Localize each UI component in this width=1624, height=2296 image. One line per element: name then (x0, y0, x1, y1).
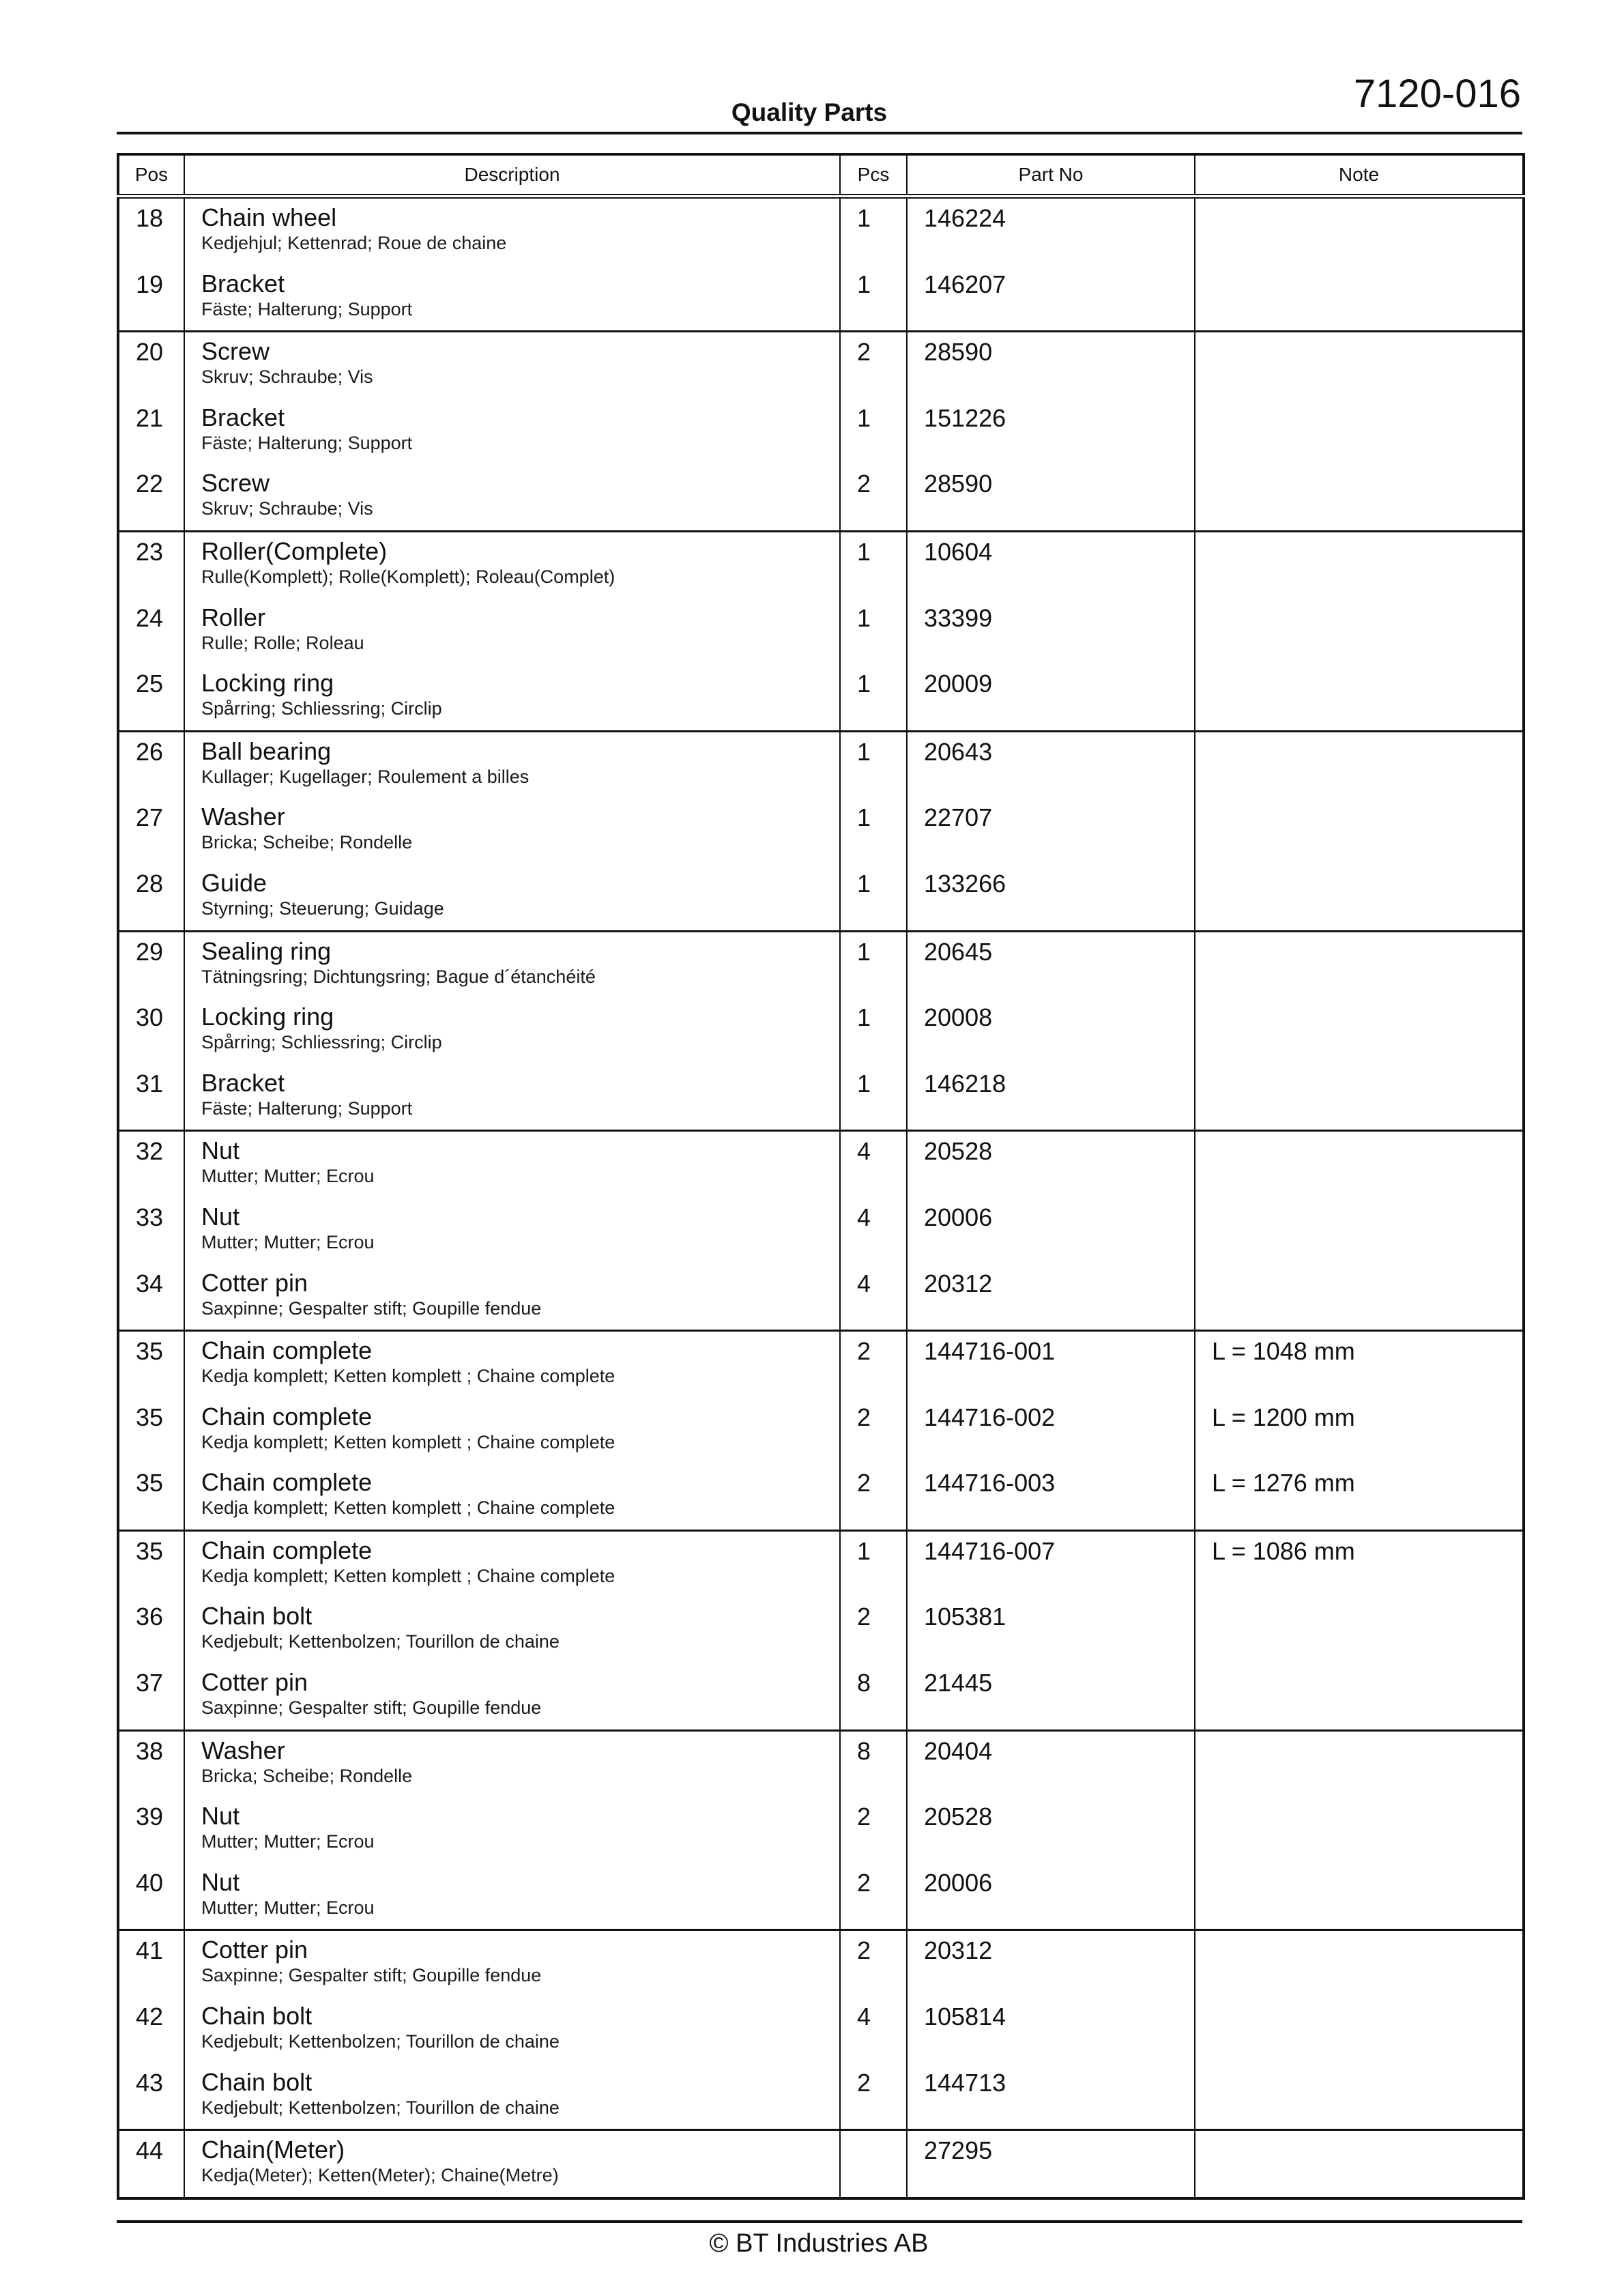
part-group (118, 531, 1524, 731)
part-number-cell: 27295 (907, 2130, 1195, 2198)
description-cell (184, 1797, 840, 1863)
table-header-row (118, 154, 1524, 197)
description-cell (184, 664, 840, 731)
part-name: Nut (201, 1867, 240, 1896)
note-cell (1195, 1663, 1524, 1730)
part-group (118, 2130, 1524, 2198)
part-translations: Kullager; Kugellager; Roulement a billes (201, 766, 530, 787)
part-translations: Kedjebult; Kettenbolzen; Tourillon de chaine (201, 1631, 560, 1652)
table-row (118, 2063, 1524, 2130)
part-translations: Mutter; Mutter; Ecrou (201, 1231, 375, 1252)
table-row (118, 1797, 1524, 1863)
part-number-cell: 20528 (907, 1131, 1195, 1198)
note-cell (1195, 2130, 1524, 2198)
description-cell (184, 864, 840, 931)
part-number-cell: 28590 (907, 332, 1195, 399)
part-translations: Mutter; Mutter; Ecrou (201, 1166, 375, 1187)
part-translations: Rulle; Rolle; Roleau (201, 632, 364, 653)
part-group (118, 1530, 1524, 1730)
part-translations: Bricka; Scheibe; Rondelle (201, 1765, 413, 1786)
note-cell (1195, 1797, 1524, 1863)
part-number-cell: 20009 (907, 664, 1195, 731)
pcs-cell (840, 2130, 907, 2198)
part-group (118, 332, 1524, 532)
note-cell (1195, 1264, 1524, 1331)
pcs-cell: 1 (840, 1530, 907, 1597)
description-cell (184, 1530, 840, 1597)
note-cell (1195, 599, 1524, 665)
description-cell (184, 2130, 840, 2198)
table-row (118, 265, 1524, 332)
pcs-cell: 2 (840, 332, 907, 399)
description-cell (184, 998, 840, 1064)
table-row (118, 464, 1524, 531)
description-cell (184, 1198, 840, 1264)
note-cell (1195, 265, 1524, 332)
pos-cell: 24 (136, 603, 164, 632)
part-number-cell: 144716-007 (907, 1530, 1195, 1597)
pcs-cell: 1 (840, 931, 907, 998)
pos-cell: 38 (136, 1736, 164, 1765)
part-name: Screw (201, 469, 270, 498)
pcs-cell: 8 (840, 1730, 907, 1797)
part-translations: Kedjebult; Kettenbolzen; Tourillon de chaine (201, 2097, 560, 2118)
part-name: Nut (201, 1202, 240, 1231)
part-translations: Saxpinne; Gespalter stift; Goupille fendue (201, 1697, 542, 1719)
note-cell (1195, 1064, 1524, 1131)
pos-cell: 35 (136, 1337, 164, 1366)
part-name: Chain complete (201, 1336, 373, 1365)
note-cell (1195, 464, 1524, 531)
table-row (118, 1331, 1524, 1398)
part-translations: Skruv; Schraube; Vis (201, 498, 373, 519)
pcs-cell: 1 (840, 998, 907, 1064)
note-cell (1195, 798, 1524, 864)
pos-cell: 35 (136, 1403, 164, 1431)
pcs-cell: 2 (840, 1797, 907, 1863)
part-translations: Mutter; Mutter; Ecrou (201, 1831, 375, 1852)
description-cell (184, 399, 840, 465)
pos-cell: 35 (136, 1536, 164, 1565)
pcs-cell: 4 (840, 1264, 907, 1331)
note-cell (1195, 1730, 1524, 1797)
table-row (118, 332, 1524, 399)
description-cell (184, 1064, 840, 1131)
table-row (118, 1997, 1524, 2063)
part-translations: Kedjehjul; Kettenrad; Roue de chaine (201, 233, 507, 253)
pcs-cell: 1 (840, 731, 907, 798)
note-cell (1195, 1131, 1524, 1198)
part-name: Chain bolt (201, 2002, 313, 2030)
part-group (118, 931, 1524, 1131)
pos-cell: 44 (136, 2136, 164, 2165)
part-name: Nut (201, 1136, 240, 1165)
part-name: Washer (201, 803, 285, 831)
part-number-cell: 133266 (907, 864, 1195, 931)
part-number-cell: 20312 (907, 1264, 1195, 1331)
note-cell: L = 1048 mm (1195, 1331, 1524, 1398)
part-name: Cotter pin (201, 1668, 308, 1697)
table-row (118, 1463, 1524, 1530)
part-name: Chain complete (201, 1536, 373, 1564)
description-cell (184, 1730, 840, 1797)
pos-cell: 36 (136, 1603, 164, 1631)
part-number-cell: 146207 (907, 265, 1195, 332)
pos-cell: 27 (136, 803, 164, 832)
part-name: Chain bolt (201, 2067, 313, 2096)
pcs-cell: 2 (840, 2063, 907, 2130)
note-cell (1195, 864, 1524, 931)
description-cell (184, 931, 840, 998)
part-translations: Tätningsring; Dichtungsring; Bague d´étanchéité (201, 966, 596, 987)
pos-cell: 43 (136, 2068, 164, 2097)
footer-copyright: © BT Industries AB (709, 2229, 929, 2258)
part-name: Ball bearing (201, 736, 332, 765)
pcs-cell: 1 (840, 531, 907, 598)
part-number-cell: 28590 (907, 464, 1195, 531)
document-number: 7120-016 (1353, 72, 1521, 116)
note-cell (1195, 1997, 1524, 2063)
part-number-cell: 105814 (907, 1997, 1195, 2063)
part-name: Locking ring (201, 1003, 334, 1031)
pcs-cell: 2 (840, 1930, 907, 1997)
part-number-cell: 20008 (907, 998, 1195, 1064)
part-number-cell: 146218 (907, 1064, 1195, 1131)
part-translations: Saxpinne; Gespalter stift; Goupille fendue (201, 1297, 542, 1319)
header-divider (117, 132, 1522, 134)
pcs-cell: 2 (840, 1331, 907, 1398)
part-number-cell: 20312 (907, 1930, 1195, 1997)
part-translations: Kedja komplett; Ketten komplett ; Chaine complete (201, 1565, 615, 1586)
part-number-cell: 144713 (907, 2063, 1195, 2130)
part-name: Locking ring (201, 669, 334, 698)
pos-cell: 40 (136, 1868, 164, 1897)
description-cell (184, 197, 840, 265)
part-translations: Kedja(Meter); Ketten(Meter); Chaine(Metre) (201, 2165, 559, 2186)
part-name: Chain complete (201, 1402, 373, 1431)
table-row (118, 2130, 1524, 2198)
table-row (118, 864, 1524, 931)
pos-cell: 28 (136, 869, 164, 898)
note-cell (1195, 931, 1524, 998)
part-number-cell: 33399 (907, 599, 1195, 665)
description-cell (184, 531, 840, 598)
description-cell (184, 731, 840, 798)
part-translations: Styrning; Steuerung; Guidage (201, 898, 444, 919)
table-row (118, 798, 1524, 864)
part-name: Roller(Complete) (201, 536, 388, 565)
pos-cell: 22 (136, 470, 164, 498)
description-cell (184, 1264, 840, 1331)
pos-cell: 35 (136, 1469, 164, 1497)
table-row (118, 1064, 1524, 1131)
part-name: Bracket (201, 403, 285, 431)
part-translations: Spårring; Schliessring; Circlip (201, 1032, 442, 1053)
part-number-cell: 105381 (907, 1597, 1195, 1663)
table-row (118, 931, 1524, 998)
part-name: Washer (201, 1736, 285, 1764)
part-translations: Fäste; Halterung; Support (201, 298, 413, 319)
description-cell (184, 1131, 840, 1198)
note-cell (1195, 664, 1524, 731)
pos-cell: 23 (136, 537, 164, 566)
note-cell: L = 1276 mm (1195, 1463, 1524, 1530)
description-cell (184, 599, 840, 665)
part-group (118, 1131, 1524, 1331)
part-group (118, 1331, 1524, 1531)
description-cell (184, 798, 840, 864)
note-cell (1195, 399, 1524, 465)
table-row (118, 399, 1524, 465)
part-number-cell: 20006 (907, 1863, 1195, 1930)
pcs-cell: 2 (840, 1863, 907, 1930)
pos-cell: 26 (136, 737, 164, 766)
table-row (118, 1663, 1524, 1730)
table-row (118, 664, 1524, 731)
column-header-pcs: Pcs (840, 154, 907, 197)
part-group (118, 1930, 1524, 2130)
pcs-cell: 2 (840, 1398, 907, 1464)
note-cell (1195, 197, 1524, 265)
part-number-cell: 20643 (907, 731, 1195, 798)
pos-cell: 19 (136, 270, 164, 298)
column-header-note: Note (1195, 154, 1524, 197)
part-number-cell: 20006 (907, 1198, 1195, 1264)
note-cell: L = 1086 mm (1195, 1530, 1524, 1597)
pos-cell: 29 (136, 937, 164, 966)
pos-cell: 31 (136, 1069, 164, 1097)
part-name: Screw (201, 337, 270, 366)
description-cell (184, 2063, 840, 2130)
pcs-cell: 1 (840, 1064, 907, 1131)
part-name: Chain wheel (201, 203, 337, 231)
pcs-cell: 2 (840, 1463, 907, 1530)
pos-cell: 42 (136, 2003, 164, 2031)
description-cell (184, 1331, 840, 1398)
pcs-cell: 1 (840, 399, 907, 465)
table-row (118, 531, 1524, 598)
description-cell (184, 1930, 840, 1997)
part-group (118, 731, 1524, 931)
part-name: Sealing ring (201, 936, 332, 965)
part-translations: Spårring; Schliessring; Circlip (201, 698, 442, 719)
part-name: Chain complete (201, 1468, 373, 1497)
pos-cell: 41 (136, 1936, 164, 1965)
pcs-cell: 2 (840, 464, 907, 531)
part-number-cell: 144716-001 (907, 1331, 1195, 1398)
table-row (118, 1597, 1524, 1663)
description-cell (184, 1997, 840, 2063)
table-row (118, 731, 1524, 798)
description-cell (184, 1398, 840, 1464)
table-row (118, 1730, 1524, 1797)
column-header-pos: Pos (118, 154, 184, 197)
table-row (118, 1930, 1524, 1997)
note-cell: L = 1200 mm (1195, 1398, 1524, 1464)
description-cell (184, 464, 840, 531)
description-cell (184, 1597, 840, 1663)
table-row (118, 998, 1524, 1064)
pos-cell: 20 (136, 338, 164, 367)
note-cell (1195, 998, 1524, 1064)
pcs-cell: 1 (840, 197, 907, 265)
part-number-cell: 151226 (907, 399, 1195, 465)
pcs-cell: 1 (840, 864, 907, 931)
table-row (118, 197, 1524, 265)
table-row (118, 1398, 1524, 1464)
note-cell (1195, 1597, 1524, 1663)
pcs-cell: 1 (840, 265, 907, 332)
pcs-cell: 1 (840, 599, 907, 665)
part-translations: Mutter; Mutter; Ecrou (201, 1897, 375, 1918)
part-name: Roller (201, 603, 266, 631)
pcs-cell: 4 (840, 1198, 907, 1264)
note-cell (1195, 1198, 1524, 1264)
part-name: Chain bolt (201, 1602, 313, 1631)
part-number-cell: 22707 (907, 798, 1195, 864)
table-row (118, 1863, 1524, 1930)
description-cell (184, 1863, 840, 1930)
parts-table (117, 153, 1525, 2200)
part-name: Bracket (201, 1068, 285, 1097)
part-translations: Rulle(Komplett); Rolle(Komplett); Roleau(Complet) (201, 566, 615, 587)
part-name: Cotter pin (201, 1268, 308, 1297)
part-name: Bracket (201, 269, 285, 298)
pcs-cell: 4 (840, 1131, 907, 1198)
table-row (118, 1264, 1524, 1331)
pos-cell: 34 (136, 1269, 164, 1297)
pos-cell: 25 (136, 670, 164, 698)
note-cell (1195, 731, 1524, 798)
pos-cell: 21 (136, 403, 164, 432)
part-translations: Kedja komplett; Ketten komplett ; Chaine complete (201, 1497, 615, 1519)
description-cell (184, 1663, 840, 1730)
pos-cell: 37 (136, 1669, 164, 1697)
note-cell (1195, 531, 1524, 598)
part-name: Guide (201, 868, 267, 897)
part-number-cell: 20645 (907, 931, 1195, 998)
note-cell (1195, 2063, 1524, 2130)
part-number-cell: 20528 (907, 1797, 1195, 1863)
column-header-part-no: Part No (907, 154, 1195, 197)
part-group (118, 197, 1524, 332)
page-title: Quality Parts (731, 98, 888, 126)
table-row (118, 599, 1524, 665)
pcs-cell: 1 (840, 664, 907, 731)
footer-divider (117, 2220, 1522, 2223)
part-name: Chain(Meter) (201, 2136, 345, 2164)
pos-cell: 39 (136, 1803, 164, 1831)
column-header-description: Description (184, 154, 840, 197)
pcs-cell: 1 (840, 798, 907, 864)
pos-cell: 18 (136, 204, 164, 232)
table-row (118, 1530, 1524, 1597)
part-translations: Bricka; Scheibe; Rondelle (201, 832, 413, 853)
part-number-cell: 144716-002 (907, 1398, 1195, 1464)
pos-cell: 33 (136, 1203, 164, 1231)
pcs-cell: 8 (840, 1663, 907, 1730)
part-translations: Saxpinne; Gespalter stift; Goupille fendue (201, 1965, 542, 1986)
part-number-cell: 21445 (907, 1663, 1195, 1730)
part-translations: Skruv; Schraube; Vis (201, 367, 373, 388)
pos-cell: 32 (136, 1137, 164, 1166)
description-cell (184, 332, 840, 399)
table-row (118, 1198, 1524, 1264)
part-translations: Fäste; Halterung; Support (201, 1097, 413, 1119)
part-translations: Kedja komplett; Ketten komplett ; Chaine complete (201, 1366, 615, 1387)
part-translations: Fäste; Halterung; Support (201, 432, 413, 453)
pcs-cell: 4 (840, 1997, 907, 2063)
part-name: Nut (201, 1802, 240, 1831)
part-name: Cotter pin (201, 1936, 308, 1964)
pos-cell: 30 (136, 1003, 164, 1032)
description-cell (184, 1463, 840, 1530)
note-cell (1195, 1863, 1524, 1930)
pcs-cell: 2 (840, 1597, 907, 1663)
part-translations: Kedja komplett; Ketten komplett ; Chaine complete (201, 1431, 615, 1452)
part-number-cell: 20404 (907, 1730, 1195, 1797)
note-cell (1195, 1930, 1524, 1997)
part-number-cell: 146224 (907, 197, 1195, 265)
part-group (118, 1730, 1524, 1930)
table-row (118, 1131, 1524, 1198)
part-translations: Kedjebult; Kettenbolzen; Tourillon de chaine (201, 2031, 560, 2052)
note-cell (1195, 332, 1524, 399)
part-number-cell: 10604 (907, 531, 1195, 598)
part-number-cell: 144716-003 (907, 1463, 1195, 1530)
description-cell (184, 265, 840, 332)
